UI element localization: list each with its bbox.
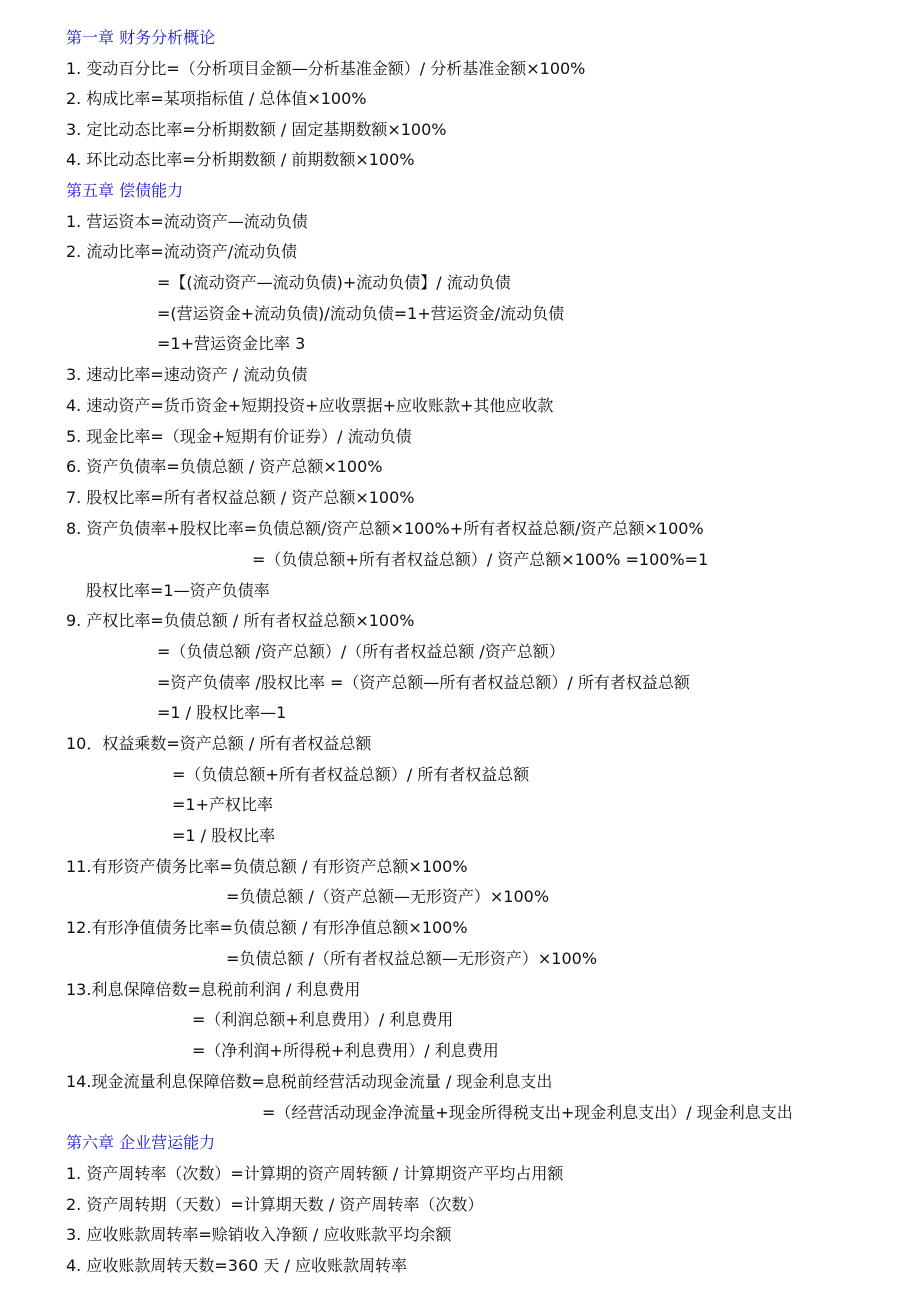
chapter5-heading: 第五章 偿债能力 — [66, 181, 184, 200]
formula-line: 4. 应收账款周转天数=360 天 / 应收账款周转率 — [66, 1256, 407, 1275]
formula-line: 3. 应收账款周转率=赊销收入净额 / 应收账款平均余额 — [66, 1225, 452, 1244]
formula-line: 3. 速动比率=速动资产 / 流动负债 — [66, 365, 308, 384]
formula-continuation: =（负债总额+所有者权益总额）/ 所有者权益总额 — [172, 765, 530, 784]
formula-line: 5. 现金比率=（现金+短期有价证券）/ 流动负债 — [66, 427, 412, 446]
formula-continuation: =（利润总额+利息费用）/ 利息费用 — [192, 1010, 454, 1029]
chapter6-heading: 第六章 企业营运能力 — [66, 1133, 216, 1152]
formula-continuation: =1+产权比率 — [172, 795, 273, 814]
formula-line: 2. 流动比率=流动资产/流动负债 — [66, 242, 298, 261]
formula-line: 2. 构成比率=某项指标值 / 总体值×100% — [66, 89, 367, 108]
formula-line: 股权比率=1—资产负债率 — [86, 581, 270, 600]
formula-continuation: =1+营运资金比率 3 — [157, 334, 306, 353]
formula-line: 3. 定比动态比率=分析期数额 / 固定基期数额×100% — [66, 120, 447, 139]
formula-continuation: =(营运资金+流动负债)/流动负债=1+营运资金/流动负债 — [157, 304, 565, 323]
formula-line: 1. 变动百分比=（分析项目金额—分析基准金额）/ 分析基准金额×100% — [66, 59, 586, 78]
formula-continuation: =【(流动资产—流动负债)+流动负债】/ 流动负债 — [157, 273, 511, 292]
formula-continuation: =1 / 股权比率 — [172, 826, 276, 845]
formula-line: 8. 资产负债率+股权比率=负债总额/资产总额×100%+所有者权益总额/资产总额×100% — [66, 519, 704, 538]
formula-line: 2. 资产周转期（天数）=计算期天数 / 资产周转率（次数） — [66, 1195, 484, 1214]
formula-line: 12.有形净值债务比率=负债总额 / 有形净值总额×100% — [66, 918, 468, 937]
formula-line: 11.有形资产债务比率=负债总额 / 有形资产总额×100% — [66, 857, 468, 876]
formula-line: 9. 产权比率=负债总额 / 所有者权益总额×100% — [66, 611, 415, 630]
formula-continuation: =负债总额 /（资产总额—无形资产）×100% — [226, 887, 550, 906]
formula-continuation: =负债总额 /（所有者权益总额—无形资产）×100% — [226, 949, 598, 968]
formula-continuation: =（负债总额 /资产总额）/（所有者权益总额 /资产总额） — [157, 642, 565, 661]
formula-line: 1. 营运资本=流动资产—流动负债 — [66, 212, 308, 231]
formula-line: 13.利息保障倍数=息税前利润 / 利息费用 — [66, 980, 361, 999]
formula-line: 4. 速动资产=货币资金+短期投资+应收票据+应收账款+其他应收款 — [66, 396, 554, 415]
chapter1-heading: 第一章 财务分析概论 — [66, 28, 216, 47]
formula-line: 6. 资产负债率=负债总额 / 资产总额×100% — [66, 457, 383, 476]
formula-continuation: =（净利润+所得税+利息费用）/ 利息费用 — [192, 1041, 499, 1060]
formula-continuation: =资产负债率 /股权比率 =（资产总额—所有者权益总额）/ 所有者权益总额 — [157, 673, 690, 692]
formula-line: 14.现金流量利息保障倍数=息税前经营活动现金流量 / 现金利息支出 — [66, 1072, 553, 1091]
formula-continuation: =（经营活动现金净流量+现金所得税支出+现金利息支出）/ 现金利息支出 — [262, 1103, 793, 1122]
formula-line: 4. 环比动态比率=分析期数额 / 前期数额×100% — [66, 150, 415, 169]
formula-continuation: =1 / 股权比率—1 — [157, 703, 287, 722]
formula-line: 10．权益乘数=资产总额 / 所有者权益总额 — [66, 734, 372, 753]
formula-line: 1. 资产周转率（次数）=计算期的资产周转额 / 计算期资产平均占用额 — [66, 1164, 564, 1183]
formula-line: 7. 股权比率=所有者权益总额 / 资产总额×100% — [66, 488, 415, 507]
formula-continuation: =（负债总额+所有者权益总额）/ 资产总额×100% =100%=1 — [252, 550, 709, 569]
